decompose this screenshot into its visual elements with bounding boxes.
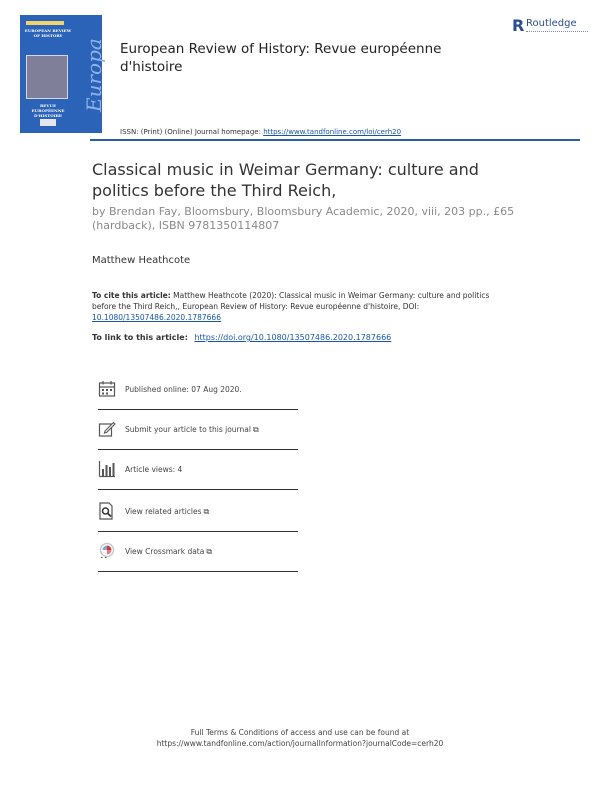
submit-article-link[interactable]: Submit your article to this journal [125,425,251,434]
issn-line [120,128,401,136]
published-online-item [98,380,298,416]
item-divider [98,489,298,490]
crossmark-item[interactable] [98,542,298,578]
calendar-icon [98,380,116,398]
edit-icon [98,420,116,438]
cover-strip [26,21,64,25]
related-articles-link[interactable]: View related articles [125,507,202,516]
footer-terms-link[interactable]: https://www.tandfonline.com/action/journalInformation?journalCode=cerh20 [156,739,444,748]
article-byline: by Brendan Fay, Bloomsbury, Bloomsbury Academic, 2020, viii, 203 pp., £65 (hardback), ISBN 9781350114807 [92,205,515,232]
related-articles-item[interactable] [98,502,298,538]
external-link-icon: ⧉ [206,547,213,556]
article-doi-link[interactable]: https://doi.org/10.1080/13507486.2020.1787666 [194,333,392,342]
article-author: Matthew Heathcote [92,255,191,266]
header-divider [90,139,580,141]
cover-image [26,55,68,99]
crossmark-icon [98,542,116,560]
citation [92,290,512,323]
publisher-name: Routledge [526,18,577,29]
routledge-logo-icon: R [512,16,525,35]
citation-doi-link[interactable]: 10.1080/13507486.2020.1787666 [92,313,221,322]
bar-chart-icon [98,460,116,478]
external-link-icon: ⧉ [203,507,210,516]
submit-article-item[interactable] [98,420,298,456]
item-divider [98,449,298,450]
journal-title: European Review of History: Revue européenne d'histoire [120,41,442,75]
article-link [92,333,391,342]
cover-title-bottom: REVUE EUROPÉENNE D'HISTOIRE [31,103,65,118]
citation-label: To cite this article: [92,291,171,300]
article-views-item [98,460,298,496]
search-document-icon [98,502,116,520]
publisher-tagline [526,31,588,35]
crossmark-link[interactable]: View Crossmark data [125,547,205,556]
published-online-text: Published online: 07 Aug 2020. [125,385,242,394]
cover-publisher-logo [40,119,56,126]
journal-homepage-link[interactable]: https://www.tandfonline.com/loi/cerh20 [263,128,402,136]
issn-label: ISSN: (Print) (Online) Journal homepage: [120,128,261,136]
cover-spine-text: Europa [82,38,106,112]
publisher-logo [512,17,592,39]
journal-cover [20,15,106,133]
article-title: Classical music in Weimar Germany: culture and politics before the Third Reich, [92,160,479,200]
item-divider [98,531,298,532]
footer-terms-text: Full Terms & Conditions of access and use can be found at [190,728,410,737]
article-views-text: Article views: 4 [125,465,183,474]
item-divider [98,571,298,572]
external-link-icon: ⧉ [252,425,259,434]
citation-text: Matthew Heathcote (2020): Classical music in Weimar Germany: culture and politics before the Third Reich,, European Review of History: Revue européenne d'histoire, DOI: [92,291,490,311]
article-link-label: To link to this article: [92,333,188,342]
footer [0,727,600,749]
cover-title-top: EUROPEAN REVIEW OF HISTORY [24,28,72,38]
item-divider [98,409,298,410]
